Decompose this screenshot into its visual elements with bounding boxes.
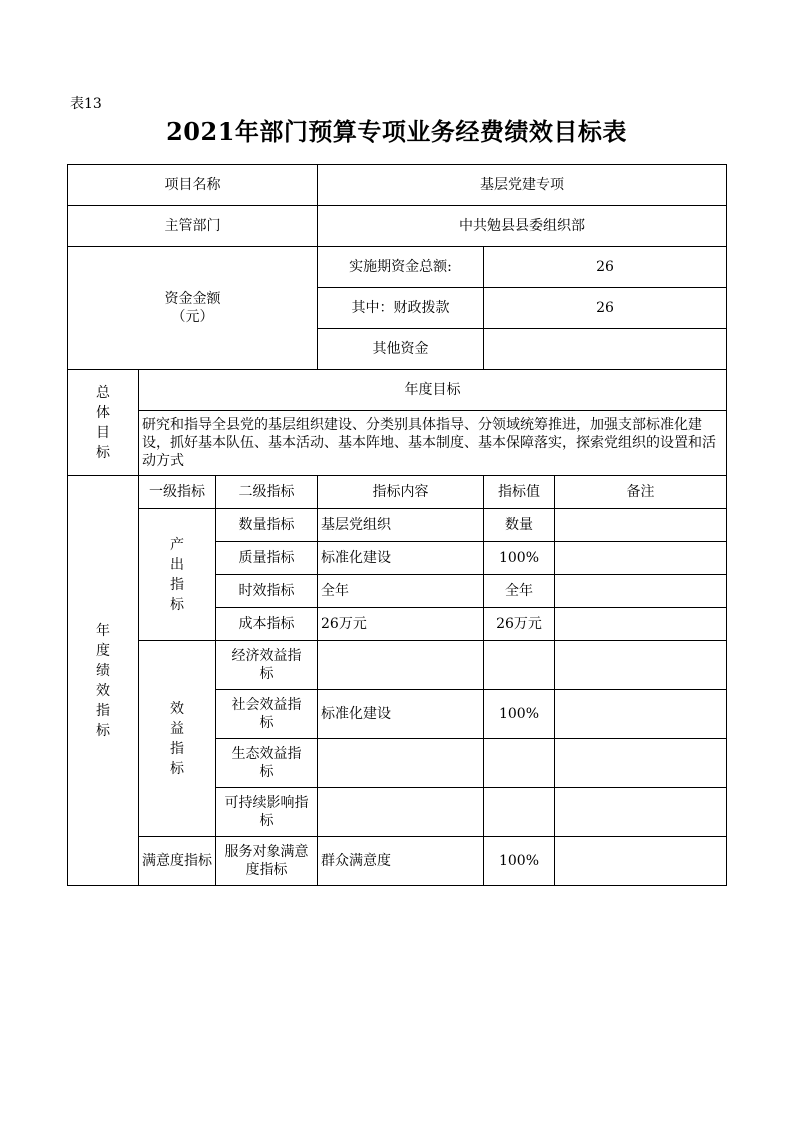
header-remark: 备注 — [555, 476, 727, 509]
remark-cell — [555, 788, 727, 837]
funds-fiscal-label: 其中：财政拨款 — [318, 288, 484, 329]
funds-other-value — [484, 329, 727, 370]
table-row — [68, 837, 727, 886]
header-level1: 一级指标 — [139, 476, 216, 509]
funds-fiscal-value: 26 — [484, 288, 727, 329]
remark-cell — [555, 641, 727, 690]
output-indicator-label: 产出指标 — [139, 509, 216, 641]
level2-cell: 服务对象满意度指标 — [216, 837, 318, 886]
department-row — [68, 206, 727, 247]
funds-label-line1: 资金金额 — [164, 291, 221, 307]
value-cell — [484, 641, 555, 690]
level2-cell: 可持续影响指标 — [216, 788, 318, 837]
level2-cell: 经济效益指标 — [216, 641, 318, 690]
project-row — [68, 165, 727, 206]
funds-label-line2: （元） — [171, 309, 214, 325]
performance-goal-table — [67, 164, 727, 886]
remark-cell — [555, 690, 727, 739]
overall-side-label: 总体目标 — [68, 370, 139, 476]
benefit-indicator-label: 效益指标 — [139, 641, 216, 837]
department-value: 中共勉县县委组织部 — [318, 206, 727, 247]
content-cell: 标准化建设 — [318, 690, 484, 739]
overall-text-row — [68, 411, 727, 476]
remark-cell — [555, 739, 727, 788]
value-cell: 100% — [484, 542, 555, 575]
table-row — [68, 509, 727, 542]
header-content: 指标内容 — [318, 476, 484, 509]
value-cell — [484, 739, 555, 788]
project-label: 项目名称 — [68, 165, 318, 206]
content-cell: 全年 — [318, 575, 484, 608]
funds-total-value: 26 — [484, 247, 727, 288]
level2-cell: 数量指标 — [216, 509, 318, 542]
funds-total-row — [68, 247, 727, 288]
overall-header-row — [68, 370, 727, 411]
level2-cell: 生态效益指标 — [216, 739, 318, 788]
content-cell: 基层党组织 — [318, 509, 484, 542]
content-cell — [318, 739, 484, 788]
annual-side-label: 年度绩效指标 — [68, 476, 139, 886]
value-cell: 100% — [484, 837, 555, 886]
value-cell: 全年 — [484, 575, 555, 608]
satisfaction-indicator-label: 满意度指标 — [139, 837, 216, 886]
funds-total-label: 实施期资金总额: — [318, 247, 484, 288]
remark-cell — [555, 575, 727, 608]
content-cell: 标准化建设 — [318, 542, 484, 575]
level2-cell: 成本指标 — [216, 608, 318, 641]
remark-cell — [555, 542, 727, 575]
funds-other-label: 其他资金 — [318, 329, 484, 370]
level2-cell: 时效指标 — [216, 575, 318, 608]
value-cell — [484, 788, 555, 837]
table-number: 表13 — [70, 96, 102, 112]
content-cell — [318, 641, 484, 690]
value-cell: 26万元 — [484, 608, 555, 641]
level2-cell: 质量指标 — [216, 542, 318, 575]
content-cell: 群众满意度 — [318, 837, 484, 886]
header-level2: 二级指标 — [216, 476, 318, 509]
overall-goal-text: 研究和指导全县党的基层组织建设、分类别具体指导、分领域统筹推进，加强支部标准化建设，抓好基本队伍、基本活动、基本阵地、基本制度、基本保障落实，探索党组织的设置和活动方式 — [139, 411, 727, 476]
funds-label — [68, 247, 318, 370]
overall-header: 年度目标 — [139, 370, 727, 411]
indicator-header-row — [68, 476, 727, 509]
value-cell: 100% — [484, 690, 555, 739]
table-row — [68, 641, 727, 690]
document-title: 2021年部门预算专项业务经费绩效目标表 — [166, 117, 627, 146]
value-cell: 数量 — [484, 509, 555, 542]
header-value: 指标值 — [484, 476, 555, 509]
department-label: 主管部门 — [68, 206, 318, 247]
content-cell: 26万元 — [318, 608, 484, 641]
remark-cell — [555, 608, 727, 641]
content-cell — [318, 788, 484, 837]
project-value: 基层党建专项 — [318, 165, 727, 206]
remark-cell — [555, 509, 727, 542]
level2-cell: 社会效益指标 — [216, 690, 318, 739]
remark-cell — [555, 837, 727, 886]
